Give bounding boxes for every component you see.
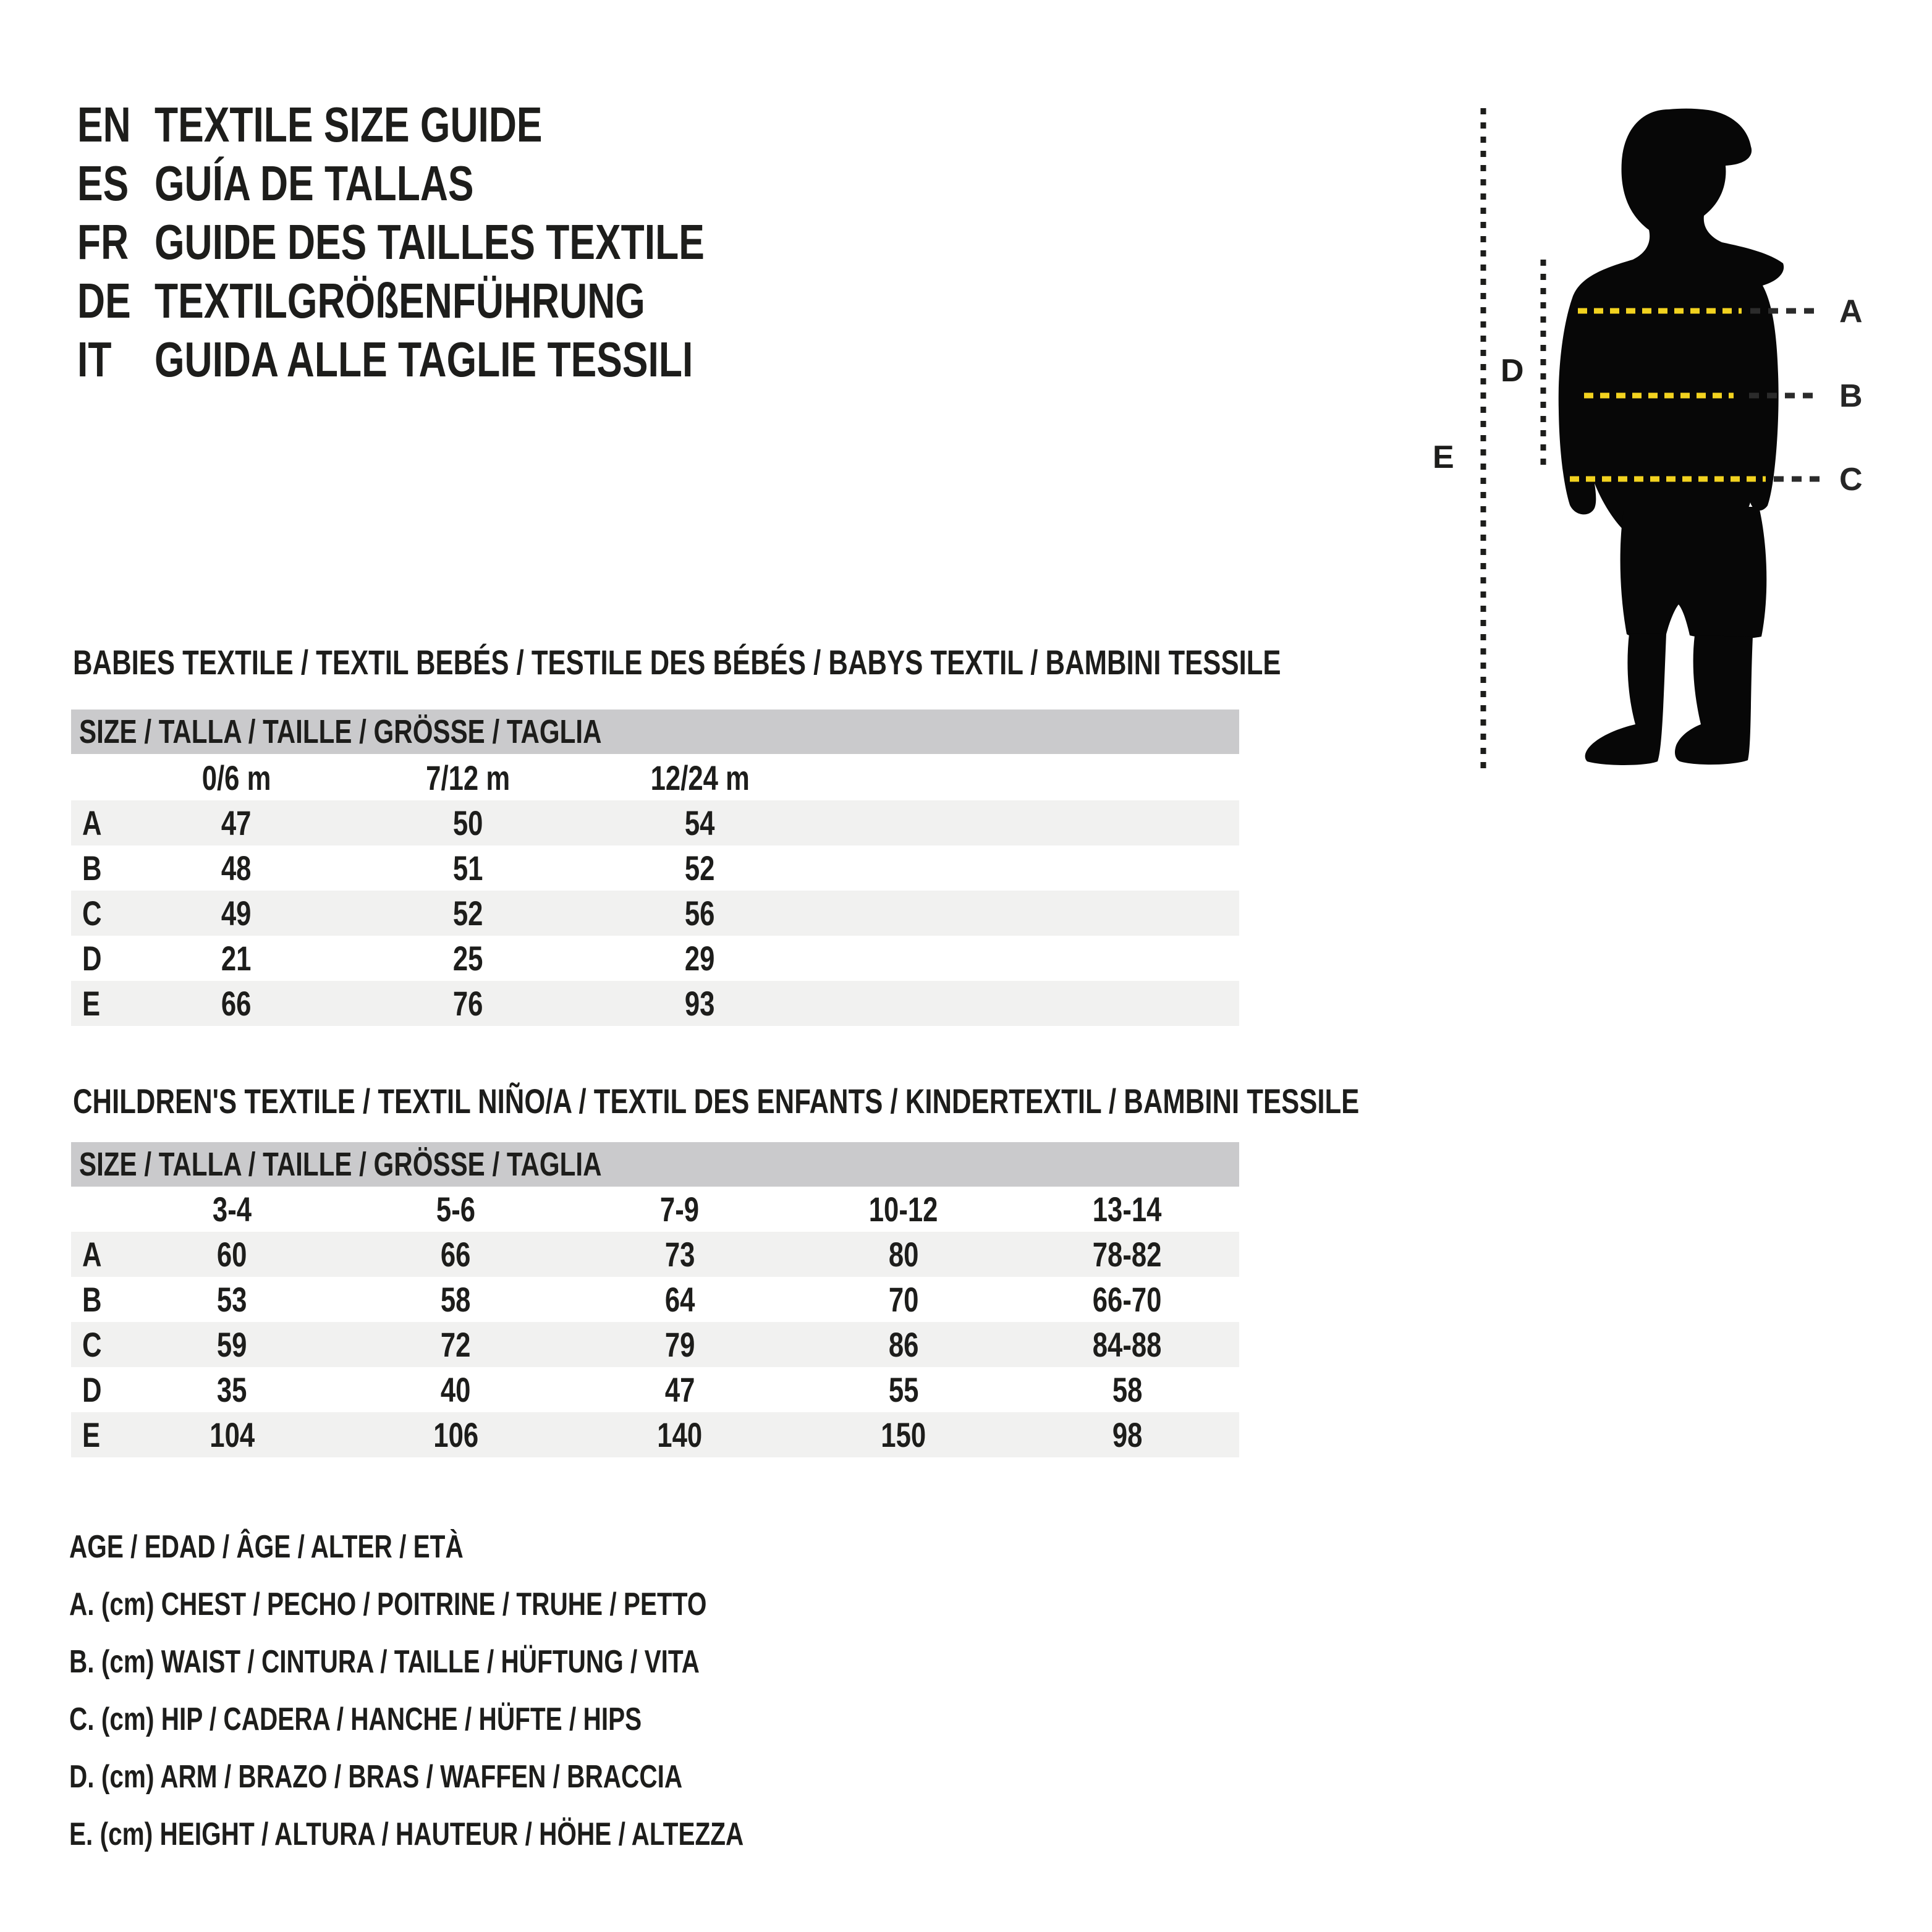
babies-size-header-bar: SIZE / TALLA / TAILLE / GRÖSSE / TAGLIA xyxy=(71,710,1239,754)
value-cell: 58 xyxy=(1112,1370,1143,1409)
row-label: E xyxy=(82,984,101,1023)
value-cell: 140 xyxy=(657,1415,703,1454)
value-cell: 21 xyxy=(221,939,252,978)
row-label: C xyxy=(82,1325,102,1364)
legend-line-2: B. (cm) WAIST / CINTURA / TAILLE / HÜFTUNG / VITA xyxy=(69,1644,700,1680)
value-cell: 52 xyxy=(685,849,715,888)
row-label: E xyxy=(82,1415,101,1454)
value-cell: 66 xyxy=(221,984,252,1023)
children-column-header-row xyxy=(71,1187,1239,1232)
language-code: ES xyxy=(77,156,129,211)
children-size-header-bar: SIZE / TALLA / TAILLE / GRÖSSE / TAGLIA xyxy=(71,1142,1239,1187)
value-cell: 86 xyxy=(888,1325,919,1364)
value-cell: 76 xyxy=(453,984,483,1023)
language-code: EN xyxy=(77,97,131,152)
value-cell: 84-88 xyxy=(1093,1325,1162,1364)
children-column-header: 7-9 xyxy=(660,1190,700,1229)
value-cell: 79 xyxy=(664,1325,695,1364)
guide-title-it: GUIDA ALLE TAGLIE TESSILI xyxy=(155,332,693,387)
value-cell: 51 xyxy=(453,849,483,888)
value-cell: 66-70 xyxy=(1093,1280,1162,1319)
children-column-header: 10-12 xyxy=(868,1190,938,1229)
children-row-B xyxy=(71,1277,1239,1322)
language-code: DE xyxy=(77,273,131,328)
row-label: A xyxy=(82,803,102,842)
babies-row-B xyxy=(71,845,1239,891)
figure-label-hip: C xyxy=(1839,462,1863,498)
value-cell: 40 xyxy=(441,1370,471,1409)
value-cell: 106 xyxy=(433,1415,479,1454)
babies-table-title: BABIES TEXTILE / TEXTIL BEBÉS / TESTILE DES BÉBÉS / BABYS TEXTIL / BAMBINI TESSILE xyxy=(73,643,1281,682)
value-cell: 49 xyxy=(221,894,252,933)
children-column-header: 13-14 xyxy=(1093,1190,1162,1229)
value-cell: 59 xyxy=(217,1325,247,1364)
row-label: D xyxy=(82,1370,102,1409)
children-row-C xyxy=(71,1322,1239,1367)
value-cell: 48 xyxy=(221,849,252,888)
children-column-header: 5-6 xyxy=(436,1190,476,1229)
children-row-E xyxy=(71,1412,1239,1457)
value-cell: 54 xyxy=(685,803,715,842)
figure-label-chest: A xyxy=(1839,294,1863,329)
children-row-D xyxy=(71,1367,1239,1412)
babies-column-header: 0/6 m xyxy=(201,758,271,797)
value-cell: 64 xyxy=(664,1280,695,1319)
value-cell: 50 xyxy=(453,803,483,842)
child-silhouette-right-leg xyxy=(1675,635,1753,765)
legend-line-5: E. (cm) HEIGHT / ALTURA / HAUTEUR / HÖHE / ALTEZZA xyxy=(69,1816,744,1852)
children-row-A xyxy=(71,1232,1239,1277)
value-cell: 58 xyxy=(441,1280,471,1319)
value-cell: 47 xyxy=(664,1370,695,1409)
value-cell: 73 xyxy=(664,1235,695,1274)
guide-title-en: TEXTILE SIZE GUIDE xyxy=(155,97,543,152)
value-cell: 29 xyxy=(685,939,715,978)
babies-row-C xyxy=(71,891,1239,936)
babies-column-header: 7/12 m xyxy=(426,758,511,797)
value-cell: 104 xyxy=(210,1415,255,1454)
guide-title-fr: GUIDE DES TAILLES TEXTILE xyxy=(155,214,705,269)
value-cell: 93 xyxy=(685,984,715,1023)
legend-line-3: C. (cm) HIP / CADERA / HANCHE / HÜFTE / HIPS xyxy=(69,1701,642,1737)
babies-row-E xyxy=(71,981,1239,1026)
child-silhouette-upper-body xyxy=(1559,109,1784,538)
babies-row-A xyxy=(71,800,1239,845)
value-cell: 66 xyxy=(441,1235,471,1274)
figure-label-arm: D xyxy=(1501,353,1524,389)
language-code: FR xyxy=(77,214,129,269)
figure-label-height: E xyxy=(1433,439,1454,475)
babies-column-header: 12/24 m xyxy=(650,758,750,797)
row-label: B xyxy=(82,849,102,888)
value-cell: 150 xyxy=(881,1415,926,1454)
figure-label-waist: B xyxy=(1839,378,1863,414)
legend-line-4: D. (cm) ARM / BRAZO / BRAS / WAFFEN / BRACCIA xyxy=(69,1759,683,1795)
child-silhouette-measurement-figure xyxy=(1409,74,1932,791)
value-cell: 35 xyxy=(217,1370,247,1409)
value-cell: 80 xyxy=(888,1235,919,1274)
row-label: D xyxy=(82,939,102,978)
value-cell: 72 xyxy=(441,1325,471,1364)
guide-title-de: TEXTILGRÖßENFÜHRUNG xyxy=(155,273,645,328)
value-cell: 55 xyxy=(888,1370,919,1409)
legend-line-1: A. (cm) CHEST / PECHO / POITRINE / TRUHE / PETTO xyxy=(69,1587,707,1622)
row-label: C xyxy=(82,894,102,933)
value-cell: 53 xyxy=(217,1280,247,1319)
value-cell: 25 xyxy=(453,939,483,978)
row-label: A xyxy=(82,1235,102,1274)
child-silhouette-shorts xyxy=(1621,507,1767,638)
value-cell: 52 xyxy=(453,894,483,933)
row-label: B xyxy=(82,1280,102,1319)
value-cell: 98 xyxy=(1112,1415,1143,1454)
language-code: IT xyxy=(77,332,112,387)
value-cell: 78-82 xyxy=(1093,1235,1162,1274)
legend-line-0: AGE / EDAD / ÂGE / ALTER / ETÀ xyxy=(69,1529,464,1565)
value-cell: 70 xyxy=(888,1280,919,1319)
value-cell: 56 xyxy=(685,894,715,933)
babies-column-header-row xyxy=(71,755,1239,800)
children-column-header: 3-4 xyxy=(212,1190,252,1229)
value-cell: 47 xyxy=(221,803,252,842)
value-cell: 60 xyxy=(217,1235,247,1274)
babies-row-D xyxy=(71,936,1239,981)
children-table-title: CHILDREN'S TEXTILE / TEXTIL NIÑO/A / TEXTIL DES ENFANTS / KINDERTEXTIL / BAMBINI TESSILE xyxy=(73,1082,1360,1121)
guide-title-es: GUÍA DE TALLAS xyxy=(155,156,474,211)
